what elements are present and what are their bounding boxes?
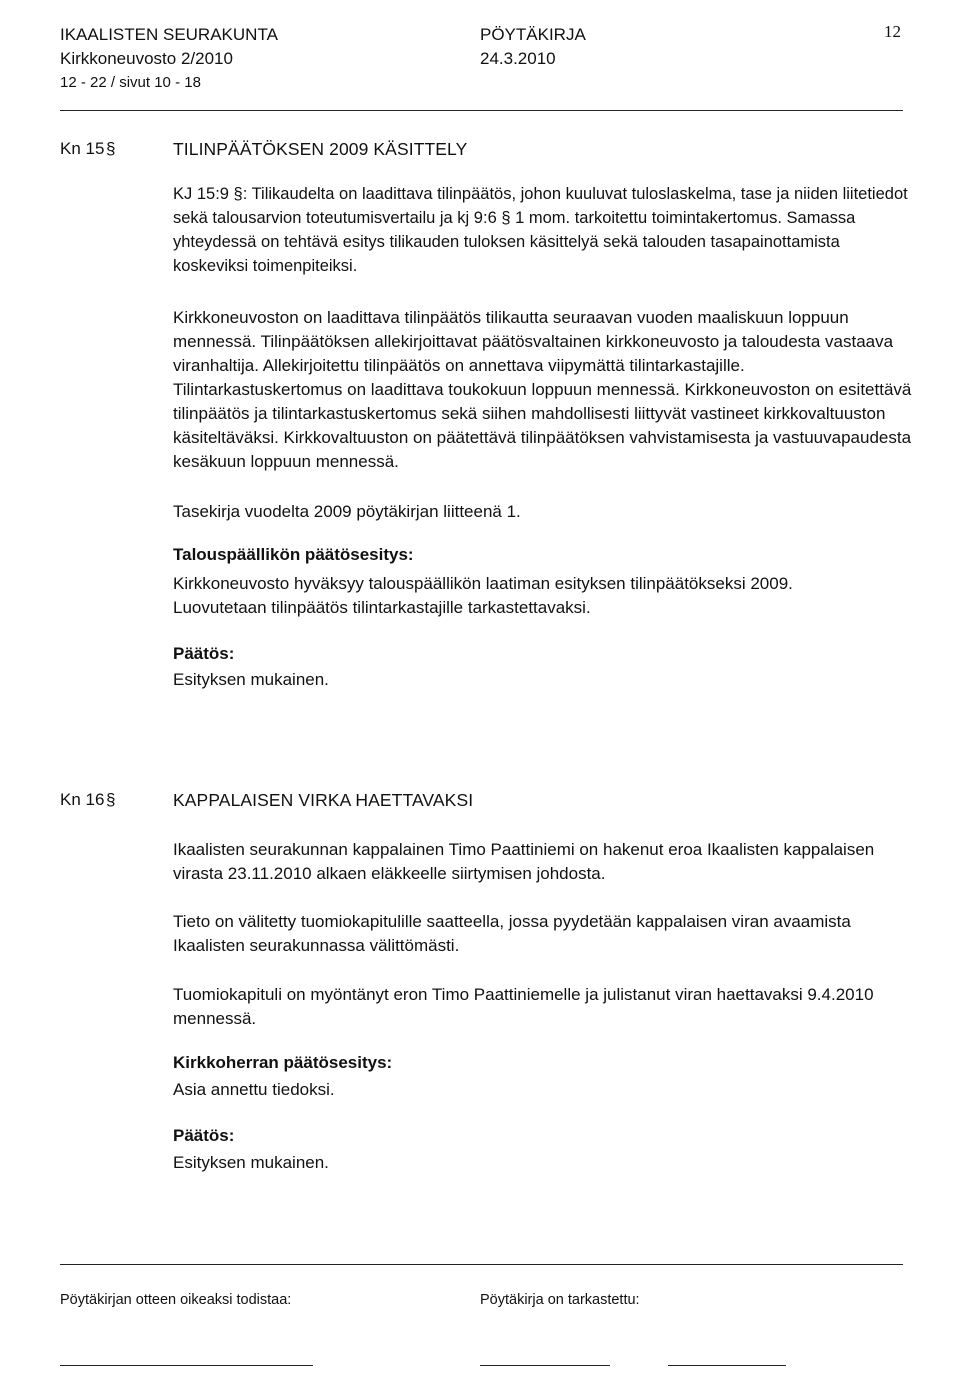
- proposal-line: Kirkkoneuvosto hyväksyy talouspäällikön laatiman esityksen tilinpäätökseksi 2009.: [173, 574, 793, 593]
- signature-line: [60, 1365, 313, 1366]
- footer-certify-label: Pöytäkirjan otteen oikeaksi todistaa:: [60, 1292, 292, 1308]
- signature-line: [480, 1365, 610, 1366]
- section-title: TILINPÄÄTÖKSEN 2009 KÄSITTELY: [173, 139, 468, 159]
- decision-text: Esityksen mukainen.: [173, 670, 329, 689]
- proposal-label: Kirkkoherran päätösesitys:: [173, 1053, 393, 1072]
- footer-rule: [60, 1264, 903, 1265]
- section-paragraph: Kirkkoneuvoston on laadittava tilinpäätös tilikautta seuraavan vuoden maaliskuun loppuun mennessä. Tilinpäätöksen allekirjoittavat päätösvaltainen kirkkoneuvosto ja taloudesta vastaava viranhaltija. Allekirjoitettu tilinpäätös on annettava viipymättä tilintarkastajille. Tilintarkastuskertomus on laadittava toukokuun loppuun mennessä. Kirkkoneuvoston on esitettävä tilinpäätös ja tilintarkastuskertomus sekä siihen mahdollisesti liittyvät vastineet kirkkovaltuuston käsiteltäväksi. Kirkkovaltuuston on päätettävä tilinpäätöksen vahvistamisesta ja vastuuvapaudesta kesäkuun loppuun mennessä.: [173, 308, 912, 471]
- section-paragraph: Tieto on välitetty tuomiokapitulille saatteella, jossa pyydetään kappalaisen viran avaamista Ikaalisten seurakunnassa välittömästi.: [173, 912, 851, 955]
- section-range: 12 - 22 / sivut 10 - 18: [60, 74, 201, 91]
- section-number: Kn 15: [60, 139, 105, 158]
- section-sign: §: [106, 139, 116, 158]
- section-paragraph: KJ 15:9 §: Tilikaudelta on laadittava tilinpäätös, johon kuuluvat tuloslaskelma, tase ja niiden liitetiedot sekä talousarvion toteutumisvertailu ja kj 9:6 § 1 mom. tarkoitettu toimintakertomus. Samassa yhteydessä on tehtävä esitys tilikauden tuloksen käsittelyä sekä talouden tasapainottamista koskeviksi toimenpiteiksi.: [173, 185, 908, 275]
- section-number: Kn 16: [60, 790, 105, 809]
- proposal-line: Luovutetaan tilinpäätös tilintarkastajille tarkastettavaksi.: [173, 598, 591, 617]
- org-name: IKAALISTEN SEURAKUNTA: [60, 25, 278, 44]
- meeting-date: 24.3.2010: [480, 49, 556, 68]
- decision-label: Päätös:: [173, 1126, 235, 1145]
- section-paragraph: Tuomiokapituli on myöntänyt eron Timo Paattiniemelle ja julistanut viran haettavaksi 9.4.2010 mennessä.: [173, 985, 874, 1028]
- section-paragraph: Ikaalisten seurakunnan kappalainen Timo Paattiniemi on hakenut eroa Ikaalisten kappalaisen virasta 23.11.2010 alkaen eläkkeelle siirtymisen johdosta.: [173, 840, 875, 883]
- meeting-name: Kirkkoneuvosto 2/2010: [60, 49, 233, 68]
- doc-type: PÖYTÄKIRJA: [480, 25, 586, 44]
- proposal-line: Asia annettu tiedoksi.: [173, 1080, 335, 1099]
- footer-reviewed-label: Pöytäkirja on tarkastettu:: [480, 1292, 640, 1308]
- decision-text: Esityksen mukainen.: [173, 1153, 329, 1172]
- section-title: KAPPALAISEN VIRKA HAETTAVAKSI: [173, 790, 474, 810]
- proposal-label: Talouspäällikön päätösesitys:: [173, 545, 414, 564]
- signature-line: [668, 1365, 786, 1366]
- page-number: 12: [884, 22, 901, 41]
- header-rule: [60, 110, 903, 111]
- section-sign: §: [106, 790, 116, 809]
- decision-label: Päätös:: [173, 644, 235, 663]
- section-paragraph: Tasekirja vuodelta 2009 pöytäkirjan liitteenä 1.: [173, 502, 521, 521]
